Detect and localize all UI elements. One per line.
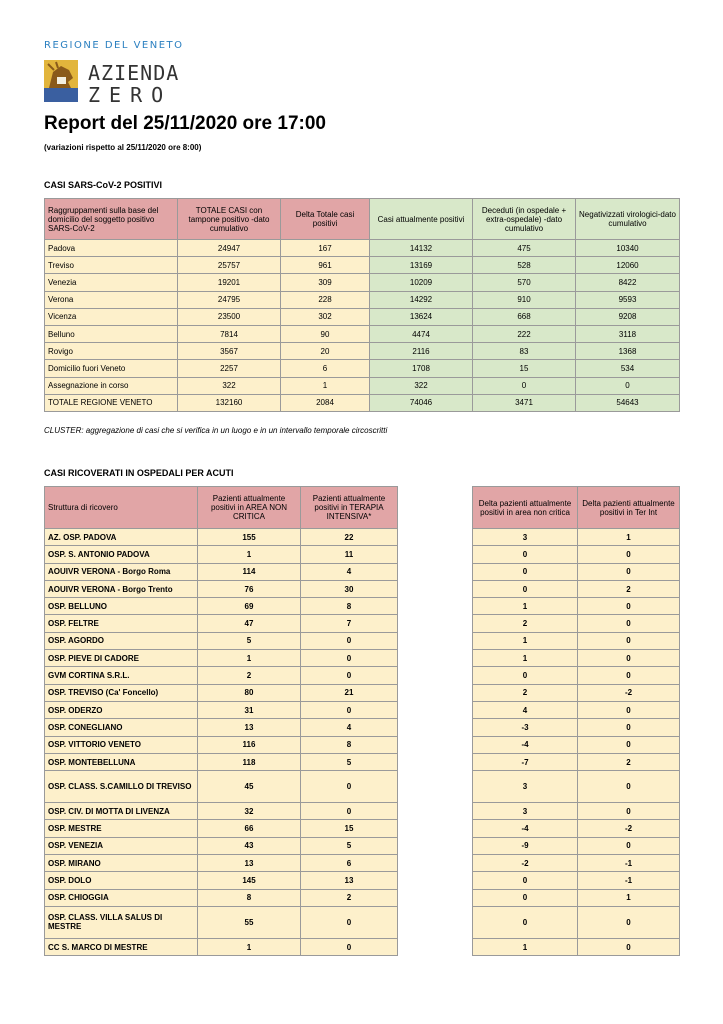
- cell-value: 24795: [178, 291, 281, 308]
- table-row: [473, 771, 680, 803]
- positivi-table: [44, 198, 680, 412]
- cell-value: 132160: [178, 394, 281, 411]
- header-area-non-critica: Pazienti attualmente positivi in AREA NON CRITICA: [198, 487, 301, 529]
- cell-value: 114: [198, 563, 301, 580]
- row-label: OSP. CLASS. VILLA SALUS DI MESTRE: [45, 906, 198, 938]
- table-row: [45, 736, 398, 753]
- table-row: [45, 529, 398, 546]
- table-row: [45, 308, 680, 325]
- cell-value: 30: [301, 580, 398, 597]
- table-row: [45, 753, 398, 770]
- table-row: [45, 240, 680, 257]
- cell-value: 0: [301, 667, 398, 684]
- cell-value: 155: [198, 529, 301, 546]
- table-row: [45, 906, 398, 938]
- cell-value: 1: [578, 529, 680, 546]
- cell-value: -1: [578, 872, 680, 889]
- cell-value: 47: [198, 615, 301, 632]
- table-row: [473, 598, 680, 615]
- table-row: [473, 837, 680, 854]
- row-label: OSP. DOLO: [45, 872, 198, 889]
- region-name: REGIONE DEL VENETO: [44, 40, 184, 51]
- cell-value: 83: [473, 343, 576, 360]
- table-row: [473, 855, 680, 872]
- table-row: [473, 546, 680, 563]
- cell-value: 2: [473, 615, 578, 632]
- cell-value: 0: [473, 580, 578, 597]
- cell-value: 14132: [370, 240, 473, 257]
- header-struttura: Struttura di ricovero: [45, 487, 198, 529]
- cell-value: 6: [281, 360, 370, 377]
- row-label: AZ. OSP. PADOVA: [45, 529, 198, 546]
- table-row: [45, 872, 398, 889]
- cell-value: 54643: [576, 394, 680, 411]
- table-row: [473, 632, 680, 649]
- cell-value: 0: [578, 736, 680, 753]
- table-row: [45, 394, 680, 411]
- cell-value: 302: [281, 308, 370, 325]
- cell-value: 309: [281, 274, 370, 291]
- table-row: [45, 650, 398, 667]
- ricoverati-table: [44, 486, 398, 956]
- table-row: [473, 650, 680, 667]
- cell-value: 1: [473, 598, 578, 615]
- table-row: [45, 938, 398, 955]
- cell-value: 5: [301, 837, 398, 854]
- row-label: OSP. BELLUNO: [45, 598, 198, 615]
- cell-value: 1: [578, 889, 680, 906]
- cell-value: 45: [198, 771, 301, 803]
- cell-value: 4: [473, 701, 578, 718]
- positivi-header-row: [45, 199, 680, 240]
- report-title: Report del 25/11/2020 ore 17:00: [44, 113, 326, 134]
- row-label: OSP. VENEZIA: [45, 837, 198, 854]
- lion-emblem-icon: [44, 60, 78, 102]
- cell-value: 2257: [178, 360, 281, 377]
- cell-value: 0: [301, 938, 398, 955]
- report-subtitle: (variazioni rispetto al 25/11/2020 ore 8:00): [44, 143, 202, 152]
- cell-value: 69: [198, 598, 301, 615]
- cell-value: 13: [301, 872, 398, 889]
- cell-value: 0: [301, 771, 398, 803]
- cell-value: 5: [198, 632, 301, 649]
- cell-value: 528: [473, 257, 576, 274]
- cell-value: 118: [198, 753, 301, 770]
- row-label: OSP. S. ANTONIO PADOVA: [45, 546, 198, 563]
- header-delta-totale: Delta Totale casi positivi: [281, 199, 370, 240]
- cell-value: 167: [281, 240, 370, 257]
- cell-value: 0: [473, 667, 578, 684]
- row-label: CC S. MARCO DI MESTRE: [45, 938, 198, 955]
- header-delta-area-non-critica: Delta pazienti attualmente positivi in area non critica: [473, 487, 578, 529]
- cell-value: 0: [576, 377, 680, 394]
- cell-value: 322: [370, 377, 473, 394]
- section-title-ricoverati: CASI RICOVERATI IN OSPEDALI PER ACUTI: [44, 468, 234, 478]
- table-row: [473, 889, 680, 906]
- header-deceduti: Deceduti (in ospedale + extra-ospedale) -dato cumulativo: [473, 199, 576, 240]
- table-row: [45, 580, 398, 597]
- cell-value: 76: [198, 580, 301, 597]
- cell-value: 475: [473, 240, 576, 257]
- row-label: Assegnazione in corso: [45, 377, 178, 394]
- cell-value: 13: [198, 719, 301, 736]
- delta-header-row: [473, 487, 680, 529]
- delta-ricoverati-table: [472, 486, 680, 956]
- table-row: [45, 803, 398, 820]
- table-row: [473, 736, 680, 753]
- cell-value: 21: [301, 684, 398, 701]
- cell-value: 4: [301, 563, 398, 580]
- cell-value: 7: [301, 615, 398, 632]
- cell-value: 13: [198, 855, 301, 872]
- row-label: OSP. AGORDO: [45, 632, 198, 649]
- cell-value: -9: [473, 837, 578, 854]
- cell-value: 0: [578, 803, 680, 820]
- row-label: Venezia: [45, 274, 178, 291]
- cell-value: 66: [198, 820, 301, 837]
- cell-value: 0: [473, 546, 578, 563]
- cell-value: 0: [473, 872, 578, 889]
- cell-value: 31: [198, 701, 301, 718]
- cell-value: 3: [473, 771, 578, 803]
- table-row: [473, 615, 680, 632]
- cell-value: 0: [473, 377, 576, 394]
- cell-value: 22: [301, 529, 398, 546]
- org-name-line2: ZERO: [88, 83, 173, 107]
- cell-value: 0: [578, 563, 680, 580]
- cell-value: -7: [473, 753, 578, 770]
- cell-value: -1: [578, 855, 680, 872]
- cell-value: 2: [301, 889, 398, 906]
- cell-value: 2: [578, 753, 680, 770]
- cell-value: 9208: [576, 308, 680, 325]
- cell-value: 0: [473, 889, 578, 906]
- cell-value: 0: [578, 650, 680, 667]
- cell-value: 5: [301, 753, 398, 770]
- cell-value: 3: [473, 803, 578, 820]
- cell-value: 24947: [178, 240, 281, 257]
- cell-value: 3471: [473, 394, 576, 411]
- cell-value: 80: [198, 684, 301, 701]
- row-label: AOUIVR VERONA - Borgo Roma: [45, 563, 198, 580]
- cell-value: 6: [301, 855, 398, 872]
- row-label: Domicilio fuori Veneto: [45, 360, 178, 377]
- table-row: [473, 906, 680, 938]
- cell-value: 116: [198, 736, 301, 753]
- header-negativizzati: Negativizzati virologici-dato cumulativo: [576, 199, 680, 240]
- cell-value: 2: [578, 580, 680, 597]
- cell-value: 11: [301, 546, 398, 563]
- row-label: Verona: [45, 291, 178, 308]
- table-row: [473, 684, 680, 701]
- cell-value: 1708: [370, 360, 473, 377]
- cell-value: -2: [578, 820, 680, 837]
- cell-value: 0: [578, 938, 680, 955]
- cell-value: 0: [301, 803, 398, 820]
- cell-value: 13624: [370, 308, 473, 325]
- cell-value: 3: [473, 529, 578, 546]
- cell-value: 15: [473, 360, 576, 377]
- cell-value: -2: [578, 684, 680, 701]
- cell-value: 2: [473, 684, 578, 701]
- table-row: [45, 855, 398, 872]
- cell-value: 0: [578, 546, 680, 563]
- cell-value: 32: [198, 803, 301, 820]
- cell-value: 222: [473, 325, 576, 342]
- table-row: [45, 343, 680, 360]
- table-row: [473, 803, 680, 820]
- cell-value: 1: [473, 650, 578, 667]
- org-name-line1: AZIENDA: [88, 61, 180, 85]
- header-terapia-intensiva: Pazienti attualmente positivi in TERAPIA INTENSIVA*: [301, 487, 398, 529]
- row-label: OSP. TREVISO (Ca' Foncello): [45, 684, 198, 701]
- table-row: [45, 719, 398, 736]
- cell-value: 2116: [370, 343, 473, 360]
- cell-value: 0: [578, 906, 680, 938]
- cell-value: 668: [473, 308, 576, 325]
- cell-value: 2084: [281, 394, 370, 411]
- cell-value: 0: [473, 906, 578, 938]
- table-row: [473, 667, 680, 684]
- cell-value: 25757: [178, 257, 281, 274]
- row-label: Padova: [45, 240, 178, 257]
- cell-value: 0: [578, 632, 680, 649]
- row-label: OSP. PIEVE DI CADORE: [45, 650, 198, 667]
- table-row: [45, 360, 680, 377]
- cell-value: 19201: [178, 274, 281, 291]
- cell-value: 0: [578, 598, 680, 615]
- cell-value: 4: [301, 719, 398, 736]
- table-row: [473, 938, 680, 955]
- table-row: [45, 837, 398, 854]
- cell-value: 0: [301, 632, 398, 649]
- cell-value: 1: [281, 377, 370, 394]
- cell-value: 10209: [370, 274, 473, 291]
- cell-value: 1: [198, 546, 301, 563]
- table-row: [45, 701, 398, 718]
- cell-value: 14292: [370, 291, 473, 308]
- cell-value: 20: [281, 343, 370, 360]
- row-label: Rovigo: [45, 343, 178, 360]
- row-label: OSP. ODERZO: [45, 701, 198, 718]
- cell-value: 3567: [178, 343, 281, 360]
- cell-value: 4474: [370, 325, 473, 342]
- table-row: [45, 632, 398, 649]
- cell-value: 3118: [576, 325, 680, 342]
- table-row: [45, 257, 680, 274]
- table-row: [45, 771, 398, 803]
- cell-value: 0: [578, 615, 680, 632]
- cell-value: 12060: [576, 257, 680, 274]
- table-row: [45, 325, 680, 342]
- section-title-positivi: CASI SARS-CoV-2 POSITIVI: [44, 180, 163, 190]
- table-row: [473, 872, 680, 889]
- cell-value: 1368: [576, 343, 680, 360]
- cell-value: 0: [578, 701, 680, 718]
- ricoverati-header-row: [45, 487, 398, 529]
- row-label: OSP. MIRANO: [45, 855, 198, 872]
- table-row: [45, 667, 398, 684]
- row-label: TOTALE REGIONE VENETO: [45, 394, 178, 411]
- row-label: OSP. CLASS. S.CAMILLO DI TREVISO: [45, 771, 198, 803]
- cell-value: 0: [578, 837, 680, 854]
- cell-value: 55: [198, 906, 301, 938]
- cell-value: 961: [281, 257, 370, 274]
- cell-value: 570: [473, 274, 576, 291]
- row-label: OSP. CIV. DI MOTTA DI LIVENZA: [45, 803, 198, 820]
- table-row: [45, 598, 398, 615]
- cell-value: 1: [473, 938, 578, 955]
- table-row: [473, 529, 680, 546]
- row-label: OSP. CONEGLIANO: [45, 719, 198, 736]
- cell-value: 1: [198, 650, 301, 667]
- table-row: [45, 615, 398, 632]
- cell-value: 322: [178, 377, 281, 394]
- cell-value: 0: [578, 771, 680, 803]
- row-label: Belluno: [45, 325, 178, 342]
- cell-value: 145: [198, 872, 301, 889]
- header-raggruppamenti: Raggruppamenti sulla base del domicilio del soggetto positivo SARS-CoV-2: [45, 199, 178, 240]
- table-row: [45, 889, 398, 906]
- cell-value: 228: [281, 291, 370, 308]
- table-row: [45, 546, 398, 563]
- cell-value: 23500: [178, 308, 281, 325]
- cell-value: 10340: [576, 240, 680, 257]
- cell-value: 9593: [576, 291, 680, 308]
- cell-value: 8422: [576, 274, 680, 291]
- table-row: [473, 719, 680, 736]
- row-label: GVM CORTINA S.R.L.: [45, 667, 198, 684]
- table-row: [473, 580, 680, 597]
- row-label: OSP. CHIOGGIA: [45, 889, 198, 906]
- cell-value: 1: [198, 938, 301, 955]
- table-row: [473, 820, 680, 837]
- cell-value: 8: [301, 736, 398, 753]
- cell-value: 0: [578, 719, 680, 736]
- cell-value: -2: [473, 855, 578, 872]
- cell-value: -4: [473, 820, 578, 837]
- table-row: [45, 291, 680, 308]
- header-attualmente-positivi: Casi attualmente positivi: [370, 199, 473, 240]
- row-label: Treviso: [45, 257, 178, 274]
- row-label: AOUIVR VERONA - Borgo Trento: [45, 580, 198, 597]
- header-totale-casi: TOTALE CASI con tampone positivo -dato cumulativo: [178, 199, 281, 240]
- cell-value: -4: [473, 736, 578, 753]
- cell-value: -3: [473, 719, 578, 736]
- cell-value: 2: [198, 667, 301, 684]
- cell-value: 0: [301, 701, 398, 718]
- cell-value: 910: [473, 291, 576, 308]
- row-label: OSP. FELTRE: [45, 615, 198, 632]
- header-delta-ter-int: Delta pazienti attualmente positivi in Ter Int: [578, 487, 680, 529]
- row-label: OSP. VITTORIO VENETO: [45, 736, 198, 753]
- cell-value: 0: [301, 650, 398, 667]
- logo: [44, 40, 184, 107]
- cell-value: 534: [576, 360, 680, 377]
- table-row: [45, 684, 398, 701]
- table-row: [473, 753, 680, 770]
- table-row: [45, 274, 680, 291]
- cell-value: 8: [301, 598, 398, 615]
- cell-value: 0: [473, 563, 578, 580]
- cell-value: 90: [281, 325, 370, 342]
- cell-value: 43: [198, 837, 301, 854]
- cell-value: 1: [473, 632, 578, 649]
- cell-value: 13169: [370, 257, 473, 274]
- table-row: [473, 563, 680, 580]
- row-label: OSP. MESTRE: [45, 820, 198, 837]
- table-row: [45, 820, 398, 837]
- cell-value: 7814: [178, 325, 281, 342]
- cell-value: 0: [301, 906, 398, 938]
- row-label: OSP. MONTEBELLUNA: [45, 753, 198, 770]
- cell-value: 15: [301, 820, 398, 837]
- row-label: Vicenza: [45, 308, 178, 325]
- cell-value: 8: [198, 889, 301, 906]
- table-row: [45, 563, 398, 580]
- table-row: [473, 701, 680, 718]
- cluster-note: CLUSTER: aggregazione di casi che si verifica in un luogo e in un intervallo temporale circoscritti: [44, 426, 388, 435]
- cell-value: 0: [578, 667, 680, 684]
- table-row: [45, 377, 680, 394]
- cell-value: 74046: [370, 394, 473, 411]
